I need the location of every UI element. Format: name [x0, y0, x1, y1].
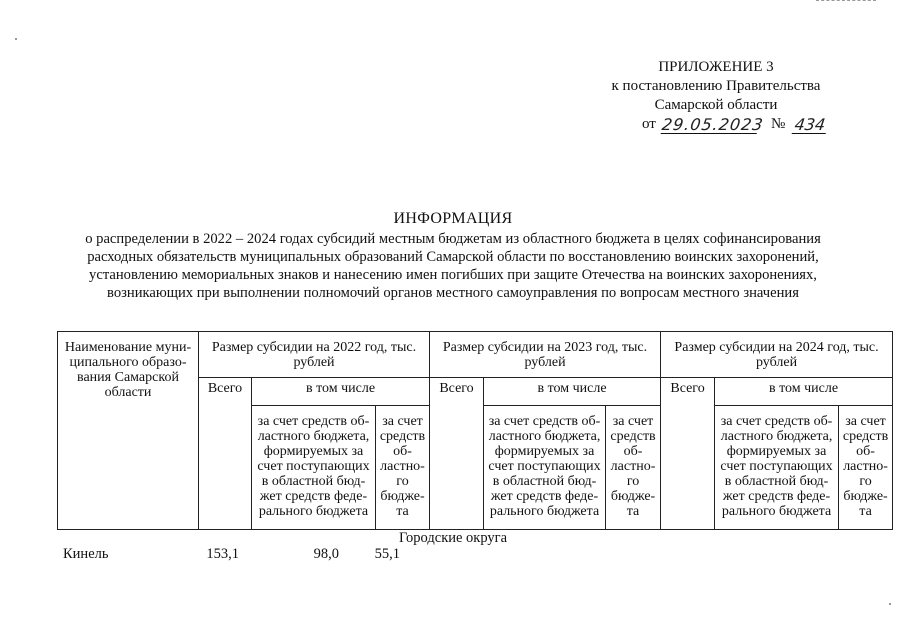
appendix-line-3: Самарской области	[654, 97, 778, 113]
header-including-2024: в том числе	[715, 378, 893, 406]
date-prefix: от	[642, 116, 656, 132]
header-regional-2023: за счет средств об-ластно-го бюдже-та	[606, 406, 661, 530]
subtitle-line: возникающих при выполнении полномочий органов местного самоуправления по вопросам местного значения	[107, 285, 799, 301]
row-municipality-name: Кинель	[63, 546, 109, 562]
header-federal-2023: за счет средств об-ластного бюджета, формируемых за счет поступающих в областной бюд-жет средств феде-рального бюджета	[484, 406, 606, 530]
number-prefix: №	[771, 116, 786, 132]
document-title: ИНФОРМАЦИЯ	[393, 210, 513, 227]
handwritten-date: 29.05.2023	[660, 115, 765, 134]
header-including-2022: в том числе	[252, 378, 430, 406]
row-regional-2022: 55,1	[374, 546, 400, 562]
header-year-2024: Размер субсидии на 2024 год, тыс. рублей	[661, 332, 893, 378]
header-municipality: Наименование муни-ципального образо-вания Самарской области	[58, 332, 199, 530]
subsidy-table	[57, 331, 893, 530]
header-including-2023: в том числе	[484, 378, 661, 406]
header-regional-2022: за счет средств об-ластно-го бюдже-та	[376, 406, 430, 530]
subtitle-line: о распределении в 2022 – 2024 годах субсидий местным бюджетам из областного бюджета в целях софинансирования	[85, 231, 821, 247]
scan-artifact	[816, 0, 876, 4]
header-total-2022: Всего	[199, 378, 252, 530]
subtitle-line: установлению мемориальных знаков и нанесению имен погибших при защите Отечества на воинских захоронениях,	[89, 267, 817, 283]
header-federal-2024: за счет средств об-ластного бюджета, формируемых за счет поступающих в областной бюд-жет средств феде-рального бюджета	[715, 406, 839, 530]
section-heading: Городские округа	[398, 530, 508, 546]
header-regional-2024: за счет средств об-ластно-го бюдже-та	[839, 406, 893, 530]
appendix-title: ПРИЛОЖЕНИЕ 3	[658, 59, 774, 75]
header-total-2024: Всего	[661, 378, 715, 530]
scan-speck	[15, 38, 17, 40]
row-federal-2022: 98,0	[313, 546, 339, 562]
subtitle-line: расходных обязательств муниципальных образований Самарской области по восстановлению воинских захоронений,	[87, 249, 819, 265]
appendix-block	[586, 58, 846, 135]
row-total-2022: 153,1	[206, 546, 239, 562]
document-subtitle	[40, 230, 866, 302]
header-year-2023: Размер субсидии на 2023 год, тыс. рублей	[430, 332, 661, 378]
scan-speck	[889, 603, 891, 605]
appendix-line-2: к постановлению Правительства	[611, 78, 821, 94]
appendix-date-line	[586, 115, 846, 135]
header-total-2023: Всего	[430, 378, 484, 530]
handwritten-number: 434	[793, 115, 827, 134]
header-federal-2022: за счет средств об-ластного бюджета, формируемых за счет поступающих в областной бюд-жет средств феде-рального бюджета	[252, 406, 376, 530]
header-year-2022: Размер субсидии на 2022 год, тыс. рублей	[199, 332, 430, 378]
